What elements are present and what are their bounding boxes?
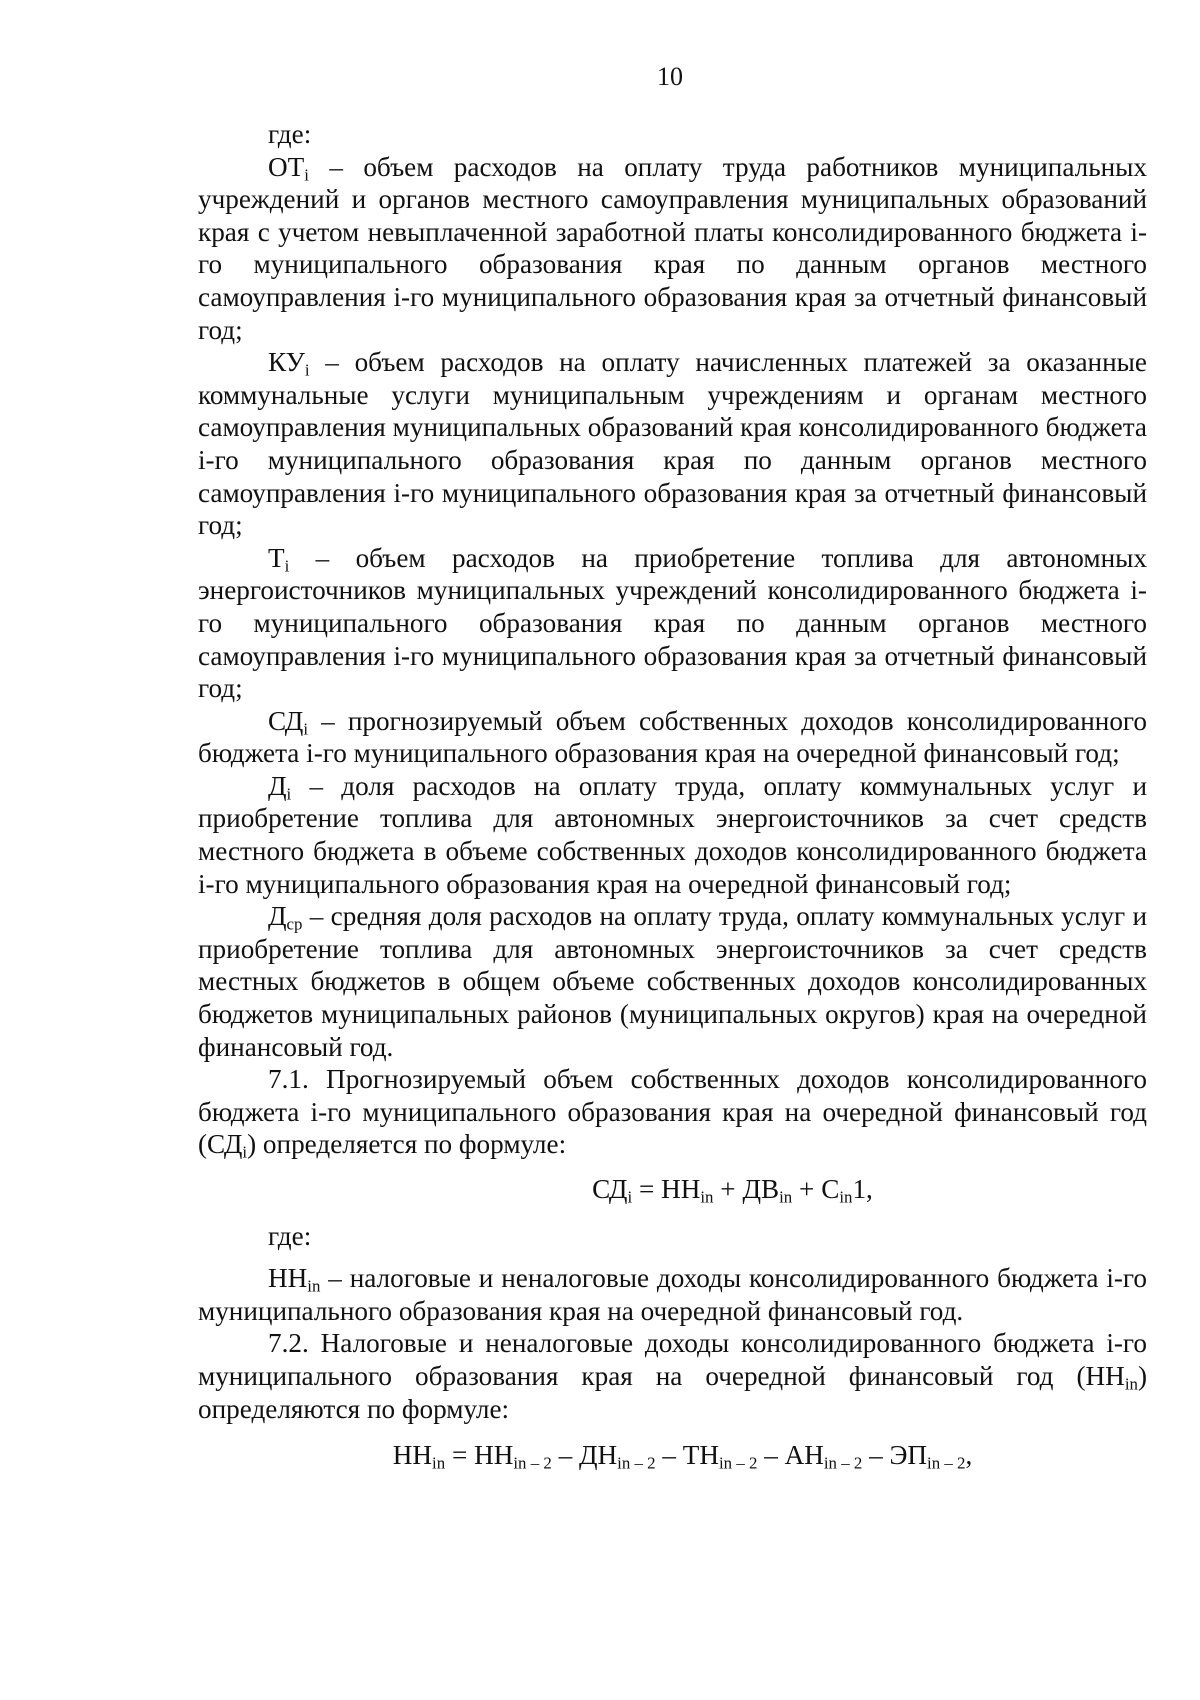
- symbol-nn: $НН_{in}$: [268, 1263, 321, 1296]
- where-label: где:: [268, 119, 312, 149]
- where-label-2: где:: [268, 1220, 312, 1251]
- symbol-ku: $КУ_i$: [268, 347, 310, 380]
- document-body: [198, 118, 1147, 1472]
- definition-dsr: $Д_{ср}$ – средняя доля расходов на оплату труда, оплату коммунальных услуг и приобретение топлива для автономных энергоисточников за счет средств местных бюджетов в общем объеме собственных доходов консолидированных бюджетов муниципальных районов (муниципальных округов) края на очередной финансовый год.: [198, 901, 1147, 1062]
- symbol-d: $Д_i$: [268, 770, 292, 804]
- definition-nn: $НН_{in}$ – налоговые и неналоговые доходы консолидированного бюджета i-го муниципального образования края на очередной финансовый год.: [198, 1263, 1147, 1326]
- section-7-1: 7.1. Прогнозируемый объем собственных доходов консолидированного бюджета i-го муниципального образования края на очередной финансовый год $(СД_i)$ определяется по формуле:: [198, 1064, 1147, 1163]
- formula-nn: $НН_{in} = НН_{in - 2} - ДН_{in - 2} - ТН_{in - 2} - АН_{in - 2} - ЭП_{in - 2}$,: [392, 1440, 973, 1473]
- symbol-ot: $ОТ_i$: [268, 151, 309, 185]
- definition-ku: $КУ_i$ – объем расходов на оплату начисленных платежей за оказанные коммунальные услуги муниципальным учреждениям и органам местного самоуправления муниципальных образований края консолидированного бюджета i-го муниципального образования края по данным органов местного самоуправления i-го муниципального образования края за отчетный финансовый год;: [198, 347, 1147, 541]
- definition-sd: $СД_i$ – прогнозируемый объем собственных доходов консолидированного бюджета i-го муниципального образования края на очередной финансовый год;: [198, 705, 1147, 769]
- symbol-dsr: $Д_{ср}$: [268, 901, 303, 934]
- symbol-t: $Т_i$: [268, 542, 290, 576]
- formula-sd: $СД_i = НН_{in} + ДВ_{in} + С_{in}1$,: [592, 1174, 873, 1207]
- section-7-2: 7.2. Налоговые и неналоговые доходы консолидированного бюджета i-го муниципального образования края на очередной финансовый год $(НН_{in})$ определяются по формуле:: [198, 1328, 1147, 1424]
- page-number: 10: [657, 62, 683, 91]
- symbol-sd: $СД_i$: [268, 705, 309, 739]
- definition-ot: $ОТ_i$ – объем расходов на оплату труда работников муниципальных учреждений и органов местного самоуправления муниципальных образований края с учетом невыплаченной заработной платы консолидированного бюджета i-го муниципального образования края по данным органов местного самоуправления i-го муниципального образования края за отчетный финансовый год;: [198, 151, 1147, 345]
- definition-d: $Д_i$ – доля расходов на оплату труда, оплату коммунальных услуг и приобретение топлива для автономных энергоисточников за счет средств местного бюджета в объеме собственных доходов консолидированного бюджета i-го муниципального образования края на очередной финансовый год;: [198, 770, 1147, 899]
- definition-t: $Т_i$ – объем расходов на приобретение топлива для автономных энергоисточников муниципальных учреждений консолидированного бюджета i-го муниципального образования края по данным органов местного самоуправления i-го муниципального образования края за отчетный финансовый год;: [198, 542, 1147, 704]
